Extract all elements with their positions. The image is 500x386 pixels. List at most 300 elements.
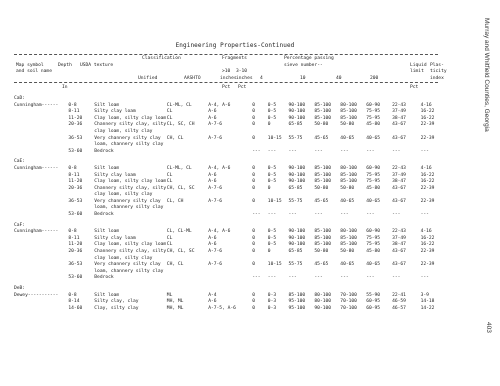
cell-texture: Very channery silty clay loam, channery silty clay	[94, 198, 164, 211]
cell-pass-200: 40-65	[366, 262, 381, 268]
table-row	[14, 306, 444, 313]
cell-aashto: A-6	[208, 172, 217, 178]
cell-frag-10: ---	[252, 148, 261, 154]
cell-pass-200: 60-95	[366, 305, 381, 311]
cell-unified: CL	[166, 172, 173, 178]
cell-depth: 0-8	[68, 102, 77, 108]
cell-plasticity-index: 16-22	[420, 109, 435, 115]
cell-pass-4: 65-85	[288, 185, 303, 191]
cell-pass-4: 90-100	[288, 109, 306, 115]
col-sieve-200: 200	[370, 75, 379, 81]
table-row	[14, 122, 444, 135]
cell-pass-4: 90-100	[288, 242, 306, 248]
cell-texture: Clay, silty clay	[94, 305, 139, 311]
cell-pass-40: 50-80	[340, 249, 355, 255]
cell-pass-200: ---	[366, 148, 375, 154]
cell-liquid-limit: ---	[392, 212, 401, 218]
cell-unified: CL	[166, 235, 173, 241]
soil-name	[14, 249, 68, 262]
soil-name	[14, 116, 68, 123]
cell-unified	[167, 149, 208, 156]
cell-depth: 14-60	[68, 305, 83, 311]
cell-pass-4: 90-100	[288, 165, 306, 171]
cell-plasticity-index: ---	[420, 212, 429, 218]
cell-depth: 0-8	[68, 229, 77, 235]
cell-texture: Bedrock	[94, 148, 114, 154]
cell-unified: CL	[166, 115, 173, 121]
cell-texture: Silty clay loam	[94, 109, 136, 115]
cell-pass-10: 85-100	[314, 115, 332, 121]
cell-pass-4: 90-100	[288, 235, 306, 241]
cell-pass-200: 40-65	[366, 198, 381, 204]
cell-frag-3-10: 0-5	[267, 115, 277, 121]
cell-frag-3-10: 0-5	[267, 109, 277, 115]
cell-unified	[167, 275, 208, 282]
cell-aashto: A-7-6	[208, 198, 223, 204]
cell-frag-3-10: 0-5	[267, 102, 277, 108]
cell-pass-200: 55-90	[366, 292, 381, 298]
cell-frag-10: ---	[252, 212, 261, 218]
cell-frag-3-10: 0-3	[267, 299, 277, 305]
table-row	[14, 249, 444, 262]
table-row	[14, 149, 444, 156]
cell-unified: CL, CL-ML	[166, 229, 192, 235]
cell-pass-40: 70-100	[340, 299, 357, 305]
cell-liquid-limit: 43-67	[392, 122, 406, 128]
col-sieve-4: 4	[260, 75, 263, 81]
cell-frag-10: ---	[252, 275, 261, 281]
cell-pass-4: 90-100	[288, 115, 306, 121]
cell-aashto: A-7-6	[208, 249, 223, 255]
cell-pass-4: 55-75	[288, 262, 303, 268]
cell-pass-10: ---	[314, 275, 323, 281]
cell-depth: 53-60	[68, 148, 83, 154]
col-usda: USDA texture	[80, 62, 114, 68]
page-title: Engineering Properties-Continued	[175, 42, 295, 49]
page-number: 403	[485, 322, 492, 333]
cell-frag-10: 0	[252, 292, 256, 298]
cell-aashto: A-4, A-6	[208, 102, 231, 108]
col-frag-inches-1: inches	[220, 75, 237, 81]
cell-pass-40: 85-100	[340, 172, 357, 178]
unit-pct-1: Pct	[222, 85, 231, 91]
cell-plasticity-index: 16-22	[420, 235, 435, 241]
cell-frag-3-10: 10-15	[267, 262, 282, 268]
cell-depth: 11-20	[68, 242, 83, 248]
cell-pass-10: 85-100	[314, 235, 332, 241]
cell-pass-10: 45-65	[314, 198, 329, 204]
cell-depth: 53-60	[68, 212, 83, 218]
cell-aashto	[208, 149, 252, 156]
group-fragments: Fragments	[222, 56, 247, 61]
cell-plasticity-index: 16-22	[420, 172, 435, 178]
soil-name: Cunningham------	[14, 229, 59, 235]
cell-liquid-limit: 37-49	[392, 172, 406, 178]
table-row	[14, 262, 444, 275]
col-aashto: AASHTO	[184, 75, 201, 81]
cell-aashto: A-6	[208, 299, 217, 305]
cell-pass-4: 90-100	[288, 179, 306, 185]
soil-name	[14, 306, 68, 313]
group-sieve: sieve number--	[284, 62, 323, 68]
cell-unified: CL	[166, 179, 173, 185]
cell-aashto: A-4, A-6	[208, 165, 231, 171]
cell-pass-10: 85-100	[314, 242, 332, 248]
table-row	[14, 299, 444, 306]
cell-plasticity-index: 22-39	[420, 249, 435, 255]
table-row	[14, 229, 444, 236]
cell-pass-4: ---	[288, 275, 297, 281]
cell-frag-3-10: 10-15	[267, 135, 282, 141]
cell-pass-200: 40-65	[366, 135, 381, 141]
table-row	[14, 179, 444, 186]
cell-depth: 36-53	[68, 262, 83, 268]
cell-pass-4: 95-100	[288, 305, 306, 311]
map-unit-symbol-row	[14, 159, 444, 166]
cell-pass-200: 60-90	[366, 229, 381, 235]
cell-texture: Bedrock	[94, 212, 114, 218]
cell-pass-40: 70-100	[340, 292, 357, 298]
col-sieve-10: 10	[300, 75, 306, 81]
cell-pass-10: 80-100	[314, 299, 332, 305]
cell-liquid-limit: ---	[392, 148, 401, 154]
cell-unified: CH, CL	[166, 135, 184, 141]
cell-depth: 0-8	[68, 165, 77, 171]
cell-pass-4: 90-100	[288, 172, 306, 178]
cell-liquid-limit: 37-49	[392, 235, 406, 241]
cell-pass-10: ---	[314, 212, 323, 218]
cell-depth: 8-11	[68, 109, 80, 115]
cell-unified: CH, CL, SC	[166, 249, 195, 255]
map-unit-symbol-row	[14, 96, 444, 103]
cell-depth: 20-36	[68, 249, 83, 255]
cell-texture: Silty clay, clay	[94, 299, 139, 305]
map-unit-symbol: DeB:	[14, 286, 26, 291]
unit-pct-3: Pct	[410, 85, 419, 91]
soil-name	[14, 212, 68, 219]
col-frag-10: >10	[222, 69, 231, 75]
cell-pass-200: ---	[366, 212, 375, 218]
cell-pass-4: ---	[288, 148, 297, 154]
cell-pass-200: 45-80	[366, 122, 381, 128]
cell-frag-3-10: 0-5	[267, 242, 277, 248]
cell-frag-3-10: 0	[267, 249, 271, 255]
cell-aashto: A-6	[208, 115, 217, 121]
cell-texture: Silt loam	[94, 229, 120, 235]
cell-unified: CH, CL, SC	[166, 185, 195, 191]
cell-pass-200: 60-90	[366, 102, 381, 108]
soil-name: Dewey-----------	[14, 292, 59, 298]
cell-texture: Clay loam, silty clay loam	[94, 179, 167, 185]
cell-aashto: A-7-6	[208, 135, 223, 141]
col-sieve-40: 40	[336, 75, 342, 81]
cell-texture: Silt loam	[94, 292, 120, 298]
soil-name	[14, 262, 68, 275]
cell-pass-40: 80-100	[340, 102, 357, 108]
soil-name: Cunningham------	[14, 165, 59, 171]
table-row	[14, 199, 444, 212]
header-row-4	[14, 76, 444, 83]
cell-pass-40: ---	[340, 148, 349, 154]
engineering-table	[14, 56, 447, 312]
soil-name: Cunningham------	[14, 102, 59, 108]
cell-pass-40: 40-65	[340, 135, 355, 141]
unit-in: In	[62, 85, 68, 91]
cell-liquid-limit: 43-67	[392, 249, 406, 255]
cell-depth: 36-53	[68, 135, 83, 141]
cell-frag-10: 0	[252, 122, 256, 128]
cell-plasticity-index: 3-9	[420, 292, 429, 298]
cell-texture: Very channery silty clay loam, channery silty clay	[94, 262, 164, 274]
header-row-1	[14, 56, 444, 63]
cell-aashto: A-4, A-6	[208, 229, 231, 235]
cell-liquid-limit: 43-67	[392, 198, 406, 204]
cell-texture: Silt loam	[94, 165, 120, 171]
cell-texture: Channery silty clay, silty clay loam, silty clay	[94, 122, 167, 134]
soil-name	[14, 186, 68, 199]
map-unit-symbol: CaF:	[14, 222, 26, 228]
cell-texture: Bedrock	[94, 275, 114, 281]
col-limit: limit	[410, 69, 424, 75]
cell-aashto: A-7-6	[208, 185, 223, 191]
cell-frag-10: 0	[252, 165, 256, 171]
cell-unified: CH, CL	[166, 262, 184, 268]
cell-plasticity-index: 16-22	[420, 115, 435, 121]
cell-unified: ML	[166, 292, 173, 298]
cell-liquid-limit: 43-67	[392, 262, 406, 268]
cell-pass-200: 60-90	[366, 165, 381, 171]
map-unit-symbol-row	[14, 286, 444, 293]
col-index: index	[430, 75, 444, 81]
cell-pass-4: 65-85	[288, 122, 303, 128]
map-unit-symbol: CaD:	[14, 95, 26, 101]
cell-liquid-limit: 22-43	[392, 102, 406, 108]
cell-pass-200: 75-95	[366, 109, 381, 115]
cell-frag-10: 0	[252, 102, 256, 108]
cell-texture: Clay loam, silty clay loam	[94, 242, 167, 248]
cell-pass-4: 90-100	[288, 102, 306, 108]
cell-liquid-limit: 43-67	[392, 185, 406, 191]
cell-liquid-limit: 38-47	[392, 242, 406, 248]
table-row	[14, 212, 444, 219]
running-head: Murray and Whitfield Counties, Georgia	[483, 18, 490, 132]
cell-frag-10: 0	[252, 235, 256, 241]
cell-frag-10: 0	[252, 179, 256, 185]
cell-pass-40: ---	[340, 275, 349, 281]
cell-pass-10: 50-80	[314, 249, 329, 255]
cell-depth: 20-36	[68, 185, 83, 191]
unit-pct-2: Pct	[238, 85, 247, 91]
cell-pass-200: 75-95	[366, 115, 381, 121]
cell-pass-10: ---	[314, 148, 323, 154]
cell-depth: 11-20	[68, 115, 83, 121]
cell-depth: 8-11	[68, 172, 80, 178]
cell-pass-40: 70-100	[340, 305, 357, 311]
cell-pass-10: 90-100	[314, 305, 332, 311]
cell-pass-4: 85-100	[288, 292, 306, 298]
soil-name	[14, 173, 68, 180]
table-row	[14, 186, 444, 199]
cell-aashto: A-6	[208, 109, 217, 115]
cell-pass-40: ---	[340, 212, 349, 218]
table-row	[14, 166, 444, 173]
cell-pass-10: 45-65	[314, 135, 329, 141]
col-frag-3-10: 3-10	[236, 69, 248, 75]
soil-name	[14, 109, 68, 116]
cell-liquid-limit: 22-41	[392, 292, 406, 298]
cell-depth: 8-14	[68, 299, 80, 305]
cell-pass-40: 85-100	[340, 109, 357, 115]
cell-pass-10: 80-100	[314, 292, 332, 298]
soil-name	[14, 275, 68, 282]
cell-pass-4: 55-75	[288, 198, 303, 204]
table-row	[14, 275, 444, 282]
cell-frag-3-10: ---	[267, 148, 277, 154]
cell-unified: CL, CH	[166, 198, 184, 204]
soil-name	[14, 149, 68, 156]
soil-name	[14, 179, 68, 186]
cell-frag-3-10: 0-5	[267, 179, 277, 185]
cell-plasticity-index: 14-18	[420, 299, 435, 305]
cell-unified: MH, ML	[166, 299, 184, 305]
cell-frag-10: 0	[252, 115, 256, 121]
cell-texture: Clay loam, silty clay loam	[94, 115, 167, 121]
cell-plasticity-index: ---	[420, 148, 429, 154]
cell-texture: Silty clay loam	[94, 172, 136, 178]
cell-liquid-limit: 43-67	[392, 135, 406, 141]
cell-frag-3-10: 0-3	[267, 305, 277, 311]
cell-pass-40: 85-100	[340, 115, 357, 121]
cell-frag-10: 0	[252, 299, 256, 305]
cell-texture: Silt loam	[94, 102, 120, 108]
cell-frag-10: 0	[252, 229, 256, 235]
cell-pass-40: 50-80	[340, 185, 355, 191]
cell-frag-10: 0	[252, 305, 256, 311]
cell-pass-4: ---	[288, 212, 297, 218]
cell-plasticity-index: 22-39	[420, 185, 435, 191]
cell-plasticity-index: 22-39	[420, 122, 435, 128]
cell-frag-10: 0	[252, 185, 256, 191]
cell-plasticity-index: 14-22	[420, 305, 435, 311]
cell-unified: CL-ML, CL	[166, 165, 192, 171]
soil-name	[14, 199, 68, 212]
cell-pass-200: ---	[366, 275, 375, 281]
cell-pass-10: 85-100	[314, 165, 332, 171]
cell-frag-10: 0	[252, 135, 256, 141]
cell-frag-10: 0	[252, 249, 256, 255]
cell-pass-10: 50-80	[314, 185, 329, 191]
cell-aashto: A-6	[208, 242, 217, 248]
table-row	[14, 109, 444, 116]
cell-pass-200: 45-80	[366, 185, 381, 191]
cell-pass-200: 60-95	[366, 299, 381, 305]
cell-depth: 0-8	[68, 292, 77, 298]
cell-texture: Silty clay loam	[94, 235, 136, 241]
cell-pass-10: 85-100	[314, 179, 332, 185]
cell-liquid-limit: 46-57	[392, 305, 406, 311]
cell-plasticity-index: 22-39	[420, 135, 435, 141]
top-rule	[14, 54, 438, 55]
cell-texture: Channery silty clay, silty clay loam, silty clay	[94, 185, 167, 198]
cell-liquid-limit: 22-43	[392, 165, 406, 171]
cell-pass-40: 85-100	[340, 242, 357, 248]
cell-pass-200: 75-95	[366, 179, 381, 185]
cell-depth: 20-36	[68, 122, 83, 128]
cell-texture: Very channery silty clay loam, channery silty clay	[94, 135, 164, 148]
soil-name	[14, 299, 68, 306]
cell-depth: 36-53	[68, 198, 83, 204]
cell-plasticity-index: 4-16	[420, 102, 432, 108]
group-classification: Classification	[142, 56, 181, 61]
cell-pass-40: 80-100	[340, 229, 357, 235]
cell-pass-40: 40-65	[340, 198, 355, 204]
cell-frag-3-10: 0	[267, 185, 271, 191]
cell-frag-3-10: 10-15	[267, 198, 282, 204]
cell-depth: 8-11	[68, 235, 80, 241]
col-soil-name: and soil name	[16, 69, 52, 75]
col-depth: Depth	[58, 62, 72, 68]
cell-depth: 11-20	[68, 179, 83, 185]
cell-pass-10: 45-65	[314, 262, 329, 268]
cell-pass-40: 85-100	[340, 179, 357, 185]
cell-frag-10: 0	[252, 262, 256, 268]
cell-unified: CL	[166, 242, 173, 248]
cell-pass-200: 75-95	[366, 172, 381, 178]
cell-aashto: A-6	[208, 179, 217, 185]
cell-liquid-limit: ---	[392, 275, 401, 281]
cell-frag-3-10: 0-5	[267, 172, 277, 178]
cell-plasticity-index: ---	[420, 275, 429, 281]
col-frag-inches-2: inches	[236, 75, 253, 81]
cell-pass-10: 85-100	[314, 109, 332, 115]
cell-aashto: A-7-5, A-6	[208, 305, 236, 311]
soil-name	[14, 136, 68, 149]
data-table-body	[14, 92, 444, 312]
cell-plasticity-index: 4-16	[420, 165, 432, 171]
cell-plasticity-index: 16-22	[420, 179, 435, 185]
cell-unified	[167, 212, 208, 219]
cell-liquid-limit: 46-59	[392, 299, 406, 305]
col-unified: Unified	[138, 75, 158, 81]
map-unit-symbol: CaE:	[14, 159, 26, 165]
cell-frag-10: 0	[252, 242, 256, 248]
cell-pass-10: 85-100	[314, 102, 332, 108]
table-row	[14, 136, 444, 149]
cell-aashto: A-7-6	[208, 262, 223, 268]
cell-aashto: A-6	[208, 235, 217, 241]
cell-liquid-limit: 38-47	[392, 179, 406, 185]
cell-aashto	[208, 212, 252, 219]
cell-frag-10: 0	[252, 109, 256, 115]
cell-pass-10: 85-100	[314, 229, 332, 235]
cell-frag-3-10: 0-5	[267, 165, 277, 171]
cell-frag-3-10: ---	[267, 212, 277, 218]
col-ticity: ticity	[430, 69, 447, 75]
cell-liquid-limit: 37-49	[392, 109, 406, 115]
cell-pass-40: 50-80	[340, 122, 355, 128]
cell-pass-4: 90-100	[288, 229, 306, 235]
cell-pass-200: 75-95	[366, 242, 381, 248]
cell-depth: 53-60	[68, 275, 83, 281]
cell-liquid-limit: 22-43	[392, 229, 406, 235]
cell-frag-3-10: 0-5	[267, 229, 277, 235]
header-row-3	[14, 69, 447, 76]
cell-unified: CL-ML, CL	[166, 102, 192, 108]
soil-name	[14, 242, 68, 249]
cell-plasticity-index: 22-39	[420, 198, 435, 204]
cell-plasticity-index: 16-22	[420, 242, 435, 248]
cell-frag-3-10: ---	[267, 275, 277, 281]
